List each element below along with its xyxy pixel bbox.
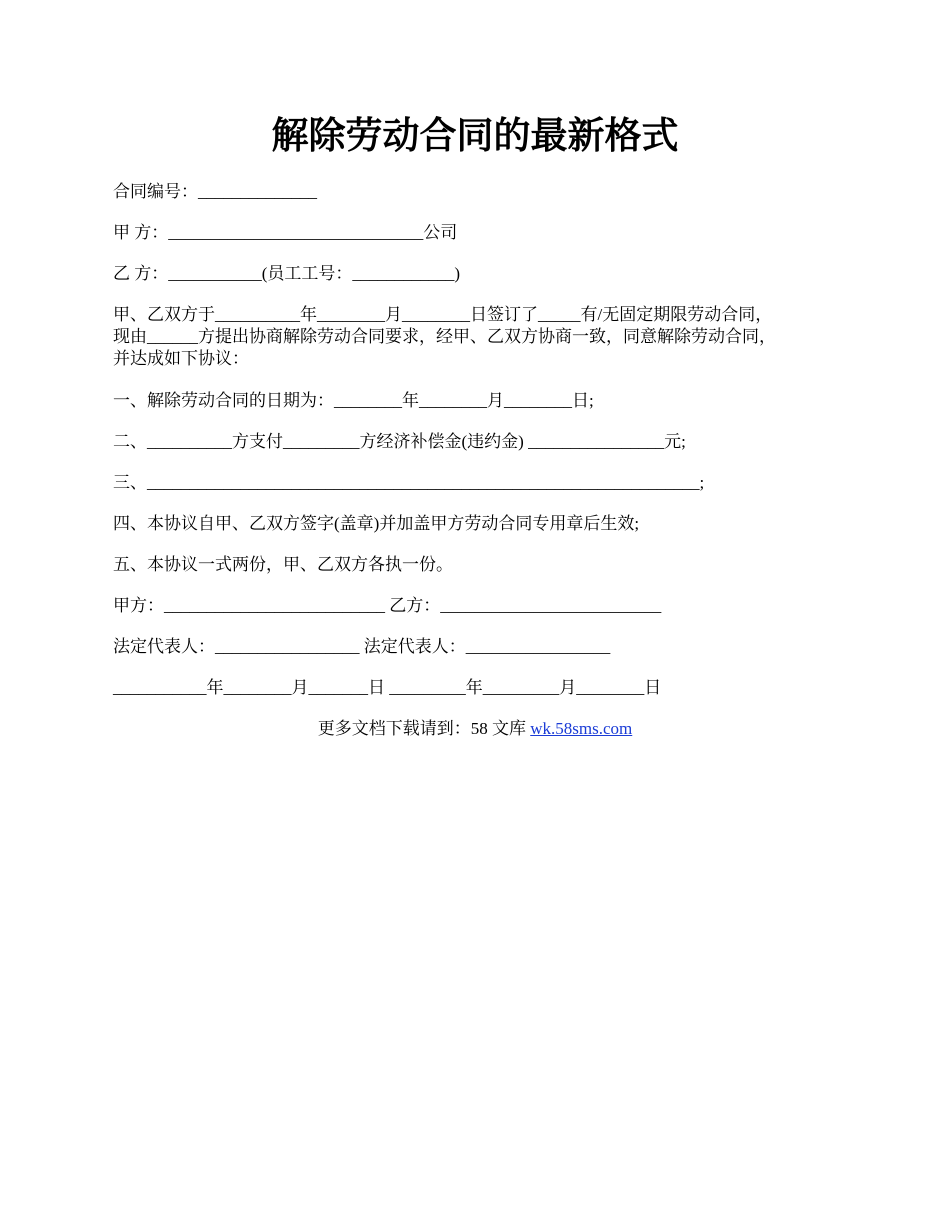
intro-line-1: 甲、乙双方于__________年________月________日签订了_____有/无固定期限劳动合同，	[113, 305, 773, 324]
clause-5: 五、本协议一式两份，甲、乙双方各执一份。	[113, 555, 453, 574]
clause-4: 四、本协议自甲、乙双方签字(盖章)并加盖甲方劳动合同专用章后生效;	[113, 514, 640, 533]
party-a-line: 甲 方：______________________________公司	[113, 223, 458, 242]
footer-download-note	[0, 718, 950, 740]
party-b-line: 乙 方：___________(员工工号：____________)	[113, 264, 461, 283]
clause-1: 一、解除劳动合同的日期为：________年________月________日;	[113, 391, 594, 410]
signature-representatives-line: 法定代表人：_________________ 法定代表人：_________________	[113, 637, 611, 656]
contract-number-line: 合同编号：______________	[113, 182, 317, 201]
intro-line-2: 现由______方提出协商解除劳动合同要求，经甲、乙双方协商一致，同意解除劳动合同，	[113, 327, 776, 346]
document-title: 解除劳动合同的最新格式	[271, 116, 679, 157]
clause-2: 二、__________方支付_________方经济补偿金(违约金) ________________元;	[113, 432, 686, 451]
intro-paragraph	[113, 304, 837, 370]
clause-3: 三、_________________________________________________________________;	[113, 473, 705, 492]
signature-dates-line: ___________年________月_______日 _________年_________月________日	[113, 678, 662, 697]
intro-line-3: 并达成如下协议：	[113, 349, 249, 368]
footer-link[interactable]: wk.58sms.com	[530, 719, 633, 738]
signature-parties-line: 甲方：__________________________ 乙方：__________________________	[113, 596, 662, 615]
footer-prefix: 更多文档下载请到：58 文库	[317, 719, 531, 738]
